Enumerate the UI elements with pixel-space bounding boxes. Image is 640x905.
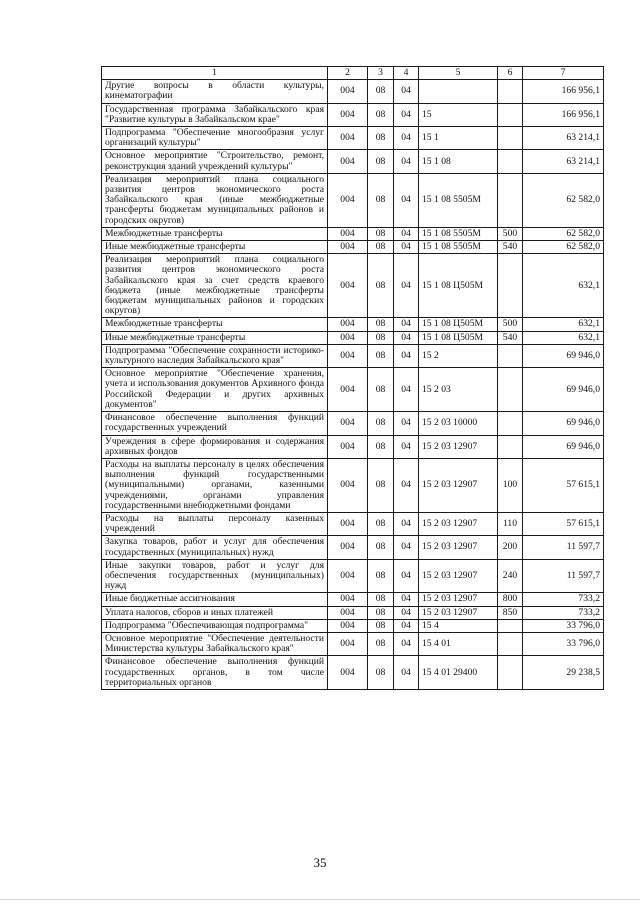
expense-type-cell xyxy=(498,619,523,632)
expense-type-cell xyxy=(498,344,523,367)
table-row xyxy=(102,173,604,227)
table-row xyxy=(102,127,604,150)
amount-cell: 29 238,5 xyxy=(523,656,604,690)
subsection-code-cell: 04 xyxy=(394,150,419,173)
table-row xyxy=(102,368,604,412)
section-code-cell: 08 xyxy=(368,458,394,512)
target-article-cell: 15 2 03 12907 xyxy=(419,536,498,559)
row-name-cell: Основное мероприятие "Обеспечение деятельности Министерства культуры Забайкальского края" xyxy=(102,632,328,655)
amount-cell: 69 946,0 xyxy=(523,435,604,458)
header-cell-6: 6 xyxy=(498,67,523,80)
admin-code-cell: 004 xyxy=(328,318,368,331)
subsection-code-cell: 04 xyxy=(394,593,419,606)
amount-cell: 57 615,1 xyxy=(523,458,604,512)
table-row xyxy=(102,536,604,559)
budget-table xyxy=(101,66,604,690)
header-cell-1: 1 xyxy=(102,67,328,80)
subsection-code-cell: 04 xyxy=(394,512,419,535)
expense-type-cell: 800 xyxy=(498,593,523,606)
table-row xyxy=(102,435,604,458)
subsection-code-cell: 04 xyxy=(394,412,419,435)
admin-code-cell: 004 xyxy=(328,80,368,103)
row-name-cell: Иные межбюджетные трансферты xyxy=(102,331,328,344)
admin-code-cell: 004 xyxy=(328,344,368,367)
subsection-code-cell: 04 xyxy=(394,318,419,331)
amount-cell: 63 214,1 xyxy=(523,127,604,150)
target-article-cell: 15 1 08 xyxy=(419,150,498,173)
admin-code-cell: 004 xyxy=(328,173,368,227)
table-row xyxy=(102,458,604,512)
amount-cell: 632,1 xyxy=(523,254,604,318)
target-article-cell: 15 4 xyxy=(419,619,498,632)
amount-cell: 33 796,0 xyxy=(523,619,604,632)
admin-code-cell: 004 xyxy=(328,559,368,593)
target-article-cell: 15 2 03 12907 xyxy=(419,435,498,458)
header-cell-7: 7 xyxy=(523,67,604,80)
amount-cell: 11 597,7 xyxy=(523,559,604,593)
row-name-cell: Подпрограмма "Обеспечение многообразия услуг организаций культуры" xyxy=(102,127,328,150)
target-article-cell: 15 2 03 12907 xyxy=(419,458,498,512)
admin-code-cell: 004 xyxy=(328,412,368,435)
row-name-cell: Финансовое обеспечение выполнения функций государственных органов, в том числе территориальных органов xyxy=(102,656,328,690)
row-name-cell: Иные закупки товаров, работ и услуг для обеспечения государственных (муниципальных) нужд xyxy=(102,559,328,593)
target-article-cell: 15 1 xyxy=(419,127,498,150)
section-code-cell: 08 xyxy=(368,80,394,103)
admin-code-cell: 004 xyxy=(328,227,368,240)
amount-cell: 166 956,1 xyxy=(523,103,604,126)
row-name-cell: Межбюджетные трансферты xyxy=(102,318,328,331)
expense-type-cell xyxy=(498,412,523,435)
expense-type-cell xyxy=(498,368,523,412)
expense-type-cell: 850 xyxy=(498,606,523,619)
target-article-cell: 15 2 03 12907 xyxy=(419,512,498,535)
admin-code-cell: 004 xyxy=(328,632,368,655)
target-article-cell: 15 2 03 12907 xyxy=(419,559,498,593)
section-code-cell: 08 xyxy=(368,173,394,227)
table-row xyxy=(102,318,604,331)
table-row xyxy=(102,606,604,619)
subsection-code-cell: 04 xyxy=(394,331,419,344)
header-cell-2: 2 xyxy=(328,67,368,80)
amount-cell: 632,1 xyxy=(523,318,604,331)
row-name-cell: Иные межбюджетные трансферты xyxy=(102,241,328,254)
row-name-cell: Межбюджетные трансферты xyxy=(102,227,328,240)
expense-type-cell: 500 xyxy=(498,318,523,331)
row-name-cell: Реализация мероприятий плана социального развития центров экономического роста Забайкальского края за счет средств краевого бюджета (иные межбюджетные трансферты бюджетам муниципальных районов и городских округов) xyxy=(102,254,328,318)
expense-type-cell xyxy=(498,127,523,150)
expense-type-cell: 540 xyxy=(498,331,523,344)
amount-cell: 62 582,0 xyxy=(523,227,604,240)
row-name-cell: Основное мероприятие "Строительство, ремонт, реконструкция зданий учреждений культуры" xyxy=(102,150,328,173)
row-name-cell: Иные бюджетные ассигнования xyxy=(102,593,328,606)
row-name-cell: Расходы на выплаты персоналу в целях обеспечения выполнения функций государственными (муниципальными) органами, казенными учреждениями, органами управления государственными внебюджетными фондами xyxy=(102,458,328,512)
subsection-code-cell: 04 xyxy=(394,344,419,367)
admin-code-cell: 004 xyxy=(328,435,368,458)
target-article-cell xyxy=(419,80,498,103)
amount-cell: 57 615,1 xyxy=(523,512,604,535)
amount-cell: 69 946,0 xyxy=(523,344,604,367)
admin-code-cell: 004 xyxy=(328,103,368,126)
target-article-cell: 15 1 08 Ц505М xyxy=(419,331,498,344)
target-article-cell: 15 2 03 xyxy=(419,368,498,412)
subsection-code-cell: 04 xyxy=(394,368,419,412)
row-name-cell: Другие вопросы в области культуры, кинематографии xyxy=(102,80,328,103)
table-row xyxy=(102,412,604,435)
admin-code-cell: 004 xyxy=(328,368,368,412)
header-row xyxy=(102,67,604,80)
expense-type-cell xyxy=(498,173,523,227)
expense-type-cell xyxy=(498,435,523,458)
section-code-cell: 08 xyxy=(368,632,394,655)
row-name-cell: Уплата налогов, сборов и иных платежей xyxy=(102,606,328,619)
section-code-cell: 08 xyxy=(368,412,394,435)
target-article-cell: 15 4 01 xyxy=(419,632,498,655)
section-code-cell: 08 xyxy=(368,656,394,690)
page-number: 35 xyxy=(313,855,327,870)
target-article-cell: 15 4 01 29400 xyxy=(419,656,498,690)
section-code-cell: 08 xyxy=(368,593,394,606)
section-code-cell: 08 xyxy=(368,150,394,173)
admin-code-cell: 004 xyxy=(328,606,368,619)
subsection-code-cell: 04 xyxy=(394,632,419,655)
admin-code-cell: 004 xyxy=(328,331,368,344)
table-row xyxy=(102,254,604,318)
table-row xyxy=(102,559,604,593)
expense-type-cell: 100 xyxy=(498,458,523,512)
subsection-code-cell: 04 xyxy=(394,606,419,619)
target-article-cell: 15 2 03 12907 xyxy=(419,606,498,619)
admin-code-cell: 004 xyxy=(328,127,368,150)
expense-type-cell: 240 xyxy=(498,559,523,593)
expense-type-cell xyxy=(498,254,523,318)
expense-type-cell xyxy=(498,656,523,690)
table-row xyxy=(102,150,604,173)
amount-cell: 733,2 xyxy=(523,593,604,606)
target-article-cell: 15 1 08 5505М xyxy=(419,173,498,227)
subsection-code-cell: 04 xyxy=(394,227,419,240)
row-name-cell: Учреждения в сфере формирования и содержания архивных фондов xyxy=(102,435,328,458)
header-cell-4: 4 xyxy=(394,67,419,80)
section-code-cell: 08 xyxy=(368,435,394,458)
section-code-cell: 08 xyxy=(368,227,394,240)
row-name-cell: Подпрограмма "Обеспечение сохранности историко-культурного наследия Забайкальского края" xyxy=(102,344,328,367)
subsection-code-cell: 04 xyxy=(394,458,419,512)
amount-cell: 33 796,0 xyxy=(523,632,604,655)
subsection-code-cell: 04 xyxy=(394,173,419,227)
expense-type-cell: 200 xyxy=(498,536,523,559)
target-article-cell: 15 1 08 5505М xyxy=(419,227,498,240)
admin-code-cell: 004 xyxy=(328,593,368,606)
amount-cell: 62 582,0 xyxy=(523,241,604,254)
subsection-code-cell: 04 xyxy=(394,103,419,126)
section-code-cell: 08 xyxy=(368,103,394,126)
table-body xyxy=(102,67,604,690)
expense-type-cell: 110 xyxy=(498,512,523,535)
row-name-cell: Подпрограмма "Обеспечивающая подпрограмма" xyxy=(102,619,328,632)
table-row xyxy=(102,331,604,344)
expense-type-cell: 540 xyxy=(498,241,523,254)
row-name-cell: Закупка товаров, работ и услуг для обеспечения государственных (муниципальных) нужд xyxy=(102,536,328,559)
target-article-cell: 15 2 xyxy=(419,344,498,367)
amount-cell: 69 946,0 xyxy=(523,412,604,435)
row-name-cell: Расходы на выплаты персоналу казенных учреждений xyxy=(102,512,328,535)
subsection-code-cell: 04 xyxy=(394,127,419,150)
admin-code-cell: 004 xyxy=(328,536,368,559)
target-article-cell: 15 xyxy=(419,103,498,126)
expense-type-cell xyxy=(498,80,523,103)
amount-cell: 733,2 xyxy=(523,606,604,619)
amount-cell: 632,1 xyxy=(523,331,604,344)
expense-type-cell: 500 xyxy=(498,227,523,240)
row-name-cell: Основное мероприятие "Обеспечение хранения, учета и использования документов Архивного фонда Российской Федерации и других архивных документов" xyxy=(102,368,328,412)
target-article-cell: 15 1 08 Ц505М xyxy=(419,254,498,318)
expense-type-cell xyxy=(498,632,523,655)
subsection-code-cell: 04 xyxy=(394,619,419,632)
target-article-cell: 15 1 08 5505М xyxy=(419,241,498,254)
admin-code-cell: 004 xyxy=(328,458,368,512)
table-row xyxy=(102,80,604,103)
subsection-code-cell: 04 xyxy=(394,80,419,103)
scan-edge-line xyxy=(0,899,640,900)
subsection-code-cell: 04 xyxy=(394,241,419,254)
amount-cell: 11 597,7 xyxy=(523,536,604,559)
row-name-cell: Реализация мероприятий плана социального развития центров экономического роста Забайкальского края (иные межбюджетные трансферты бюджетам муниципальных районов и городских округов) xyxy=(102,173,328,227)
admin-code-cell: 004 xyxy=(328,512,368,535)
row-name-cell: Государственная программа Забайкальского края "Развитие культуры в Забайкальском крае" xyxy=(102,103,328,126)
section-code-cell: 08 xyxy=(368,344,394,367)
section-code-cell: 08 xyxy=(368,559,394,593)
section-code-cell: 08 xyxy=(368,331,394,344)
table-row xyxy=(102,344,604,367)
row-name-cell: Финансовое обеспечение выполнения функций государственных учреждений xyxy=(102,412,328,435)
subsection-code-cell: 04 xyxy=(394,559,419,593)
amount-cell: 62 582,0 xyxy=(523,173,604,227)
table-row xyxy=(102,656,604,690)
target-article-cell: 15 2 03 10000 xyxy=(419,412,498,435)
expense-type-cell xyxy=(498,150,523,173)
table-row xyxy=(102,512,604,535)
admin-code-cell: 004 xyxy=(328,241,368,254)
table-row xyxy=(102,227,604,240)
subsection-code-cell: 04 xyxy=(394,254,419,318)
expense-type-cell xyxy=(498,103,523,126)
amount-cell: 69 946,0 xyxy=(523,368,604,412)
subsection-code-cell: 04 xyxy=(394,656,419,690)
admin-code-cell: 004 xyxy=(328,619,368,632)
admin-code-cell: 004 xyxy=(328,656,368,690)
admin-code-cell: 004 xyxy=(328,254,368,318)
table-row xyxy=(102,593,604,606)
subsection-code-cell: 04 xyxy=(394,536,419,559)
subsection-code-cell: 04 xyxy=(394,435,419,458)
section-code-cell: 08 xyxy=(368,368,394,412)
target-article-cell: 15 2 03 12907 xyxy=(419,593,498,606)
section-code-cell: 08 xyxy=(368,254,394,318)
amount-cell: 166 956,1 xyxy=(523,80,604,103)
table-row xyxy=(102,619,604,632)
section-code-cell: 08 xyxy=(368,512,394,535)
table-row xyxy=(102,103,604,126)
header-cell-5: 5 xyxy=(419,67,498,80)
section-code-cell: 08 xyxy=(368,606,394,619)
amount-cell: 63 214,1 xyxy=(523,150,604,173)
table-row xyxy=(102,241,604,254)
admin-code-cell: 004 xyxy=(328,150,368,173)
table-row xyxy=(102,632,604,655)
header-cell-3: 3 xyxy=(368,67,394,80)
section-code-cell: 08 xyxy=(368,536,394,559)
section-code-cell: 08 xyxy=(368,318,394,331)
section-code-cell: 08 xyxy=(368,127,394,150)
section-code-cell: 08 xyxy=(368,619,394,632)
section-code-cell: 08 xyxy=(368,241,394,254)
target-article-cell: 15 1 08 Ц505М xyxy=(419,318,498,331)
